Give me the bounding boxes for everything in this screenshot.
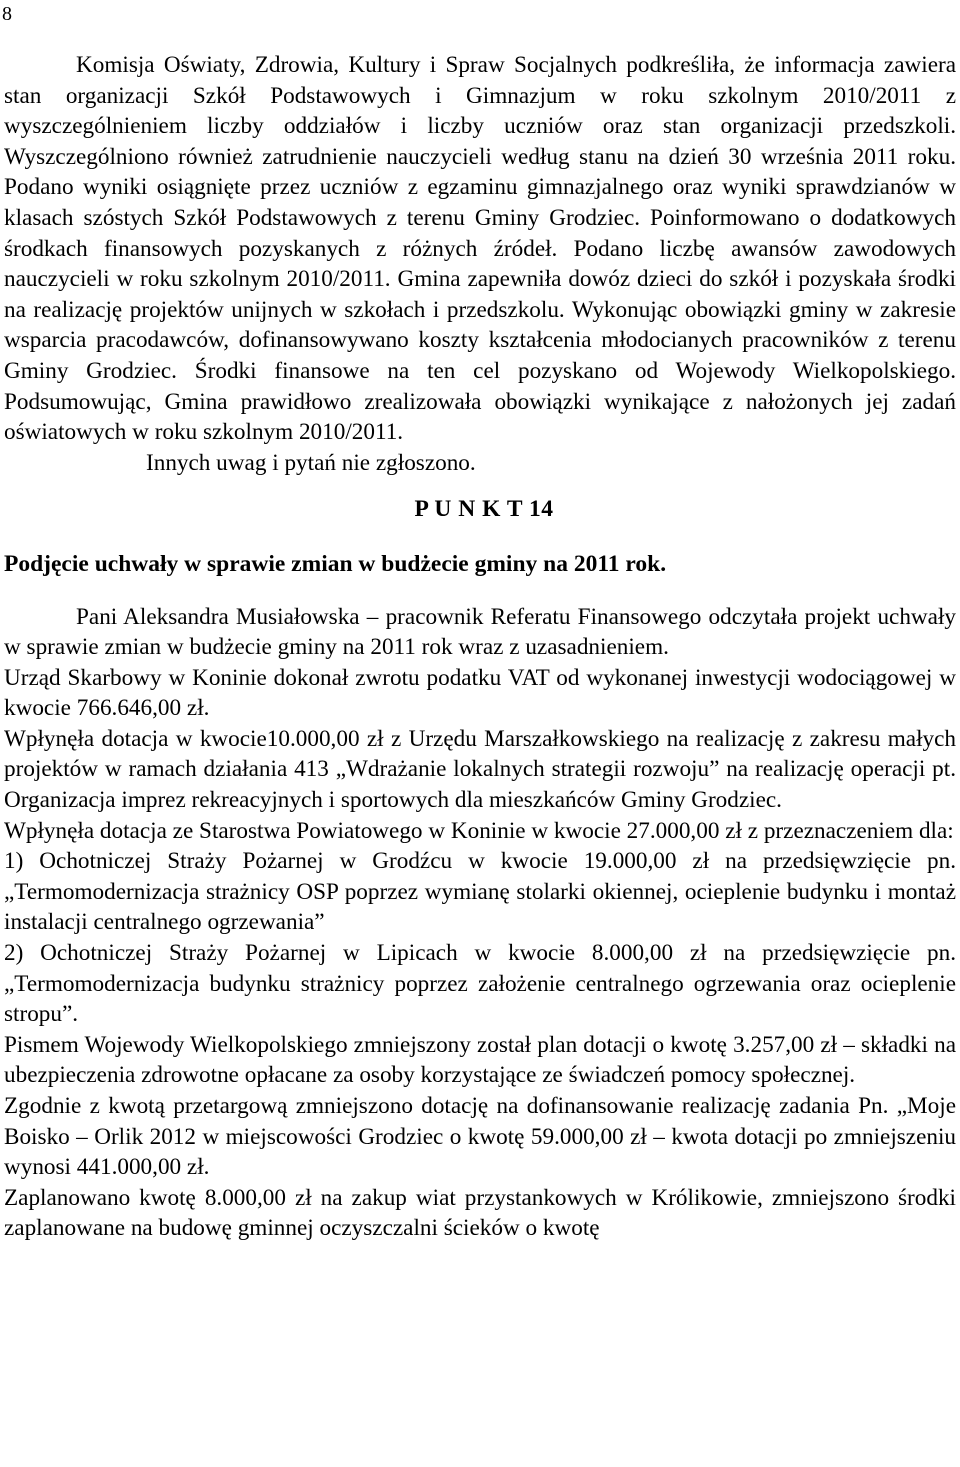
intro-paragraph: Komisja Oświaty, Zdrowia, Kultury i Spraw Socjalnych podkreśliła, że informacja zawiera stan organizacji Szkół Podstawowych i Gimnazjum w roku szkolnym 2010/2011 z wyszczególnieniem liczby oddziałów i liczby uczniów oraz stan organizacji przedszkoli. Wyszczególniono również zatrudnienie nauczycieli według stanu na dzień 30 września 2011 roku. Podano wyniki osiągnięte przez uczniów z egzaminu gimnazjalnego oraz wyniki sprawdzianów w klasach szóstych Szkół Podstawowych z terenu Gminy Grodziec. Poinformowano o dodatkowych środkach finansowych pozyskanych z różnych źródeł. Podano liczbę awansów zawodowych nauczycieli w roku szkolnym 2010/2011. Gmina zapewniła dowóz dzieci do szkół i pozyskała środki na realizację projektów unijnych w szkołach i przedszkolu. Wykonując obowiązki gminy w zakresie wsparcia pracodawców, dofinansowywano koszty kształcenia młodocianych pracowników z terenu Gminy Grodziec. Środki finansowe na ten cel pozyskano od Wojewody Wielkopolskiego. Podsumowując, Gmina prawidłowo zrealizowała obowiązki wynikające z nałożonych jej zadań oświatowych w roku szkolnym 2010/2011. <box>4 52 956 446</box>
section-heading: P U N K T 14 <box>414 496 554 523</box>
page-number: 8 <box>2 3 12 25</box>
paragraph-reading: Pani Aleksandra Musiałowska – pracownik Referatu Finansowego odczytała projekt uchwały w sprawie zmian w budżecie gminy na 2011 rok wraz z uzasadnieniem. <box>4 603 956 661</box>
paragraph-bus-shelters: Zaplanowano kwotę 8.000,00 zł na zakup wiat przystankowych w Królikowie, zmniejszono środki zaplanowane na budowę gminnej oczyszczalni ścieków o kwotę <box>4 1184 956 1242</box>
paragraph-voivode-letter: Pismem Wojewody Wielkopolskiego zmniejszony został plan dotacji o kwotę 3.257,00 zł – składki na ubezpieczenia zdrowotne opłacane za osoby korzystające ze świadczeń pomocy społecznej. <box>4 1031 956 1089</box>
paragraph-osp-grodziec: 1) Ochotniczej Straży Pożarnej w Grodźcu w kwocie 19.000,00 zł na przedsięwzięcie pn. „Termomodernizacja strażnicy OSP poprzez wymianę stolarki okiennej, ocieplenie budynku i montaż instalacji centralnego ogrzewania” <box>4 848 956 936</box>
document-body <box>4 50 956 1244</box>
paragraph-county-grant: Wpłynęła dotacja ze Starostwa Powiatowego w Koninie w kwocie 27.000,00 zł z przeznaczeniem dla: <box>4 817 954 844</box>
resolution-title: Podjęcie uchwały w sprawie zmian w budżecie gminy na 2011 rok. <box>4 550 667 577</box>
paragraph-vat-refund: Urząd Skarbowy w Koninie dokonał zwrotu podatku VAT od wykonanej inwestycji wodociągowej w kwocie 766.646,00 zł. <box>4 664 956 722</box>
paragraph-orlik: Zgodnie z kwotą przetargową zmniejszono dotację na dofinansowanie realizację zadania Pn. „Moje Boisko – Orlik 2012 w miejscowości Grodziec o kwotę 59.000,00 zł – kwota dotacji po zmniejszeniu wynosi 441.000,00 zł. <box>4 1093 956 1181</box>
paragraph-marshal-grant: Wpłynęła dotacja w kwocie10.000,00 zł z Urzędu Marszałkowskiego na realizację z zakresu małych projektów w ramach działania 413 „Wdrażanie lokalnych strategii rozwoju” na realizację operacji pt. Organizacja imprez rekreacyjnych i sportowych dla mieszkańców Gminy Grodziec. <box>4 725 956 814</box>
no-remarks-line: Innych uwag i pytań nie zgłoszono. <box>146 449 476 476</box>
paragraph-osp-lipice: 2) Ochotniczej Straży Pożarnej w Lipicach w kwocie 8.000,00 zł na przedsięwzięcie pn. „Termomodernizacja budynku strażnicy poprzez założenie centralnego ogrzewania oraz ocieplenie stropu”. <box>4 940 956 1028</box>
